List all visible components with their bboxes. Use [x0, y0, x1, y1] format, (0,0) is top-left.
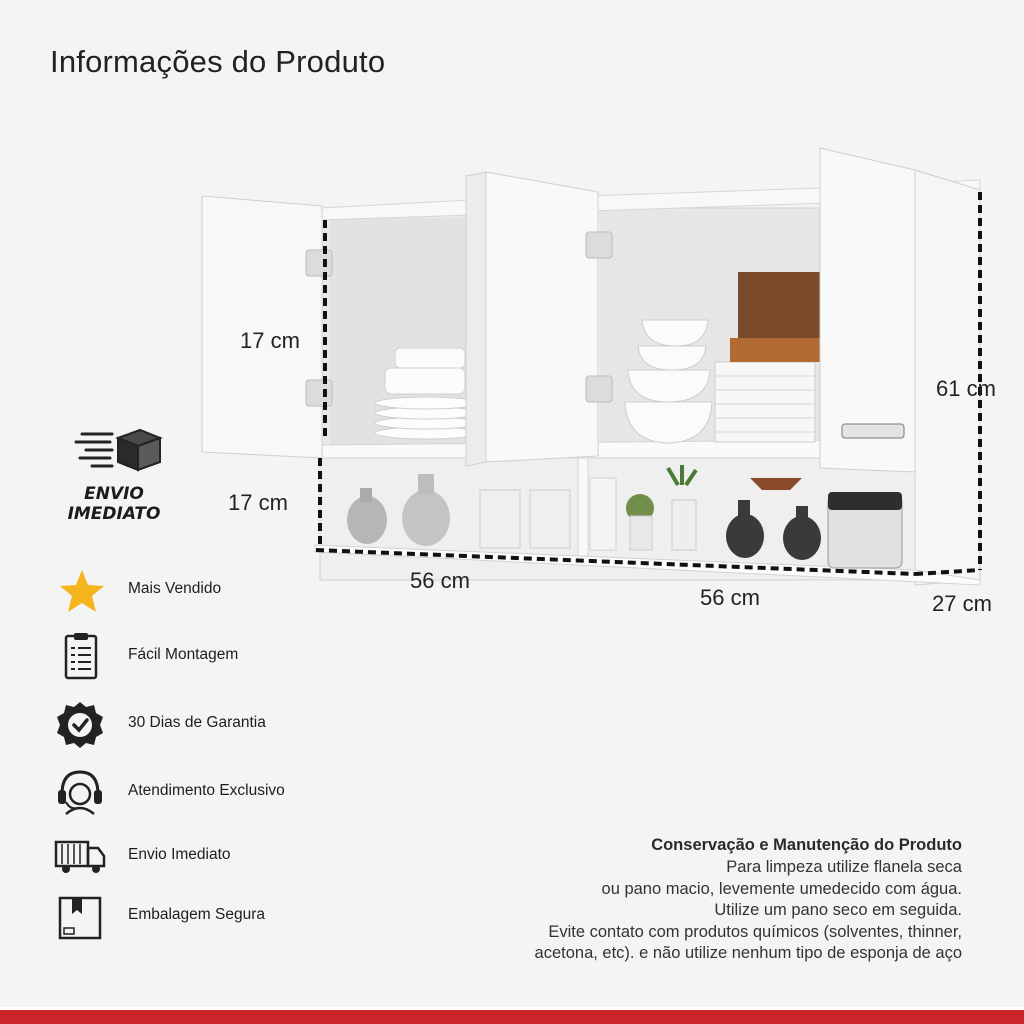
headset-support-icon [52, 768, 108, 818]
feature-garantia [52, 700, 352, 750]
feature-atendimento [52, 768, 352, 818]
footer-bar [0, 1010, 1024, 1024]
warranty-badge-icon [52, 700, 108, 750]
star-icon [52, 566, 108, 616]
feature-label: Fácil Montagem [128, 646, 239, 663]
page-title: Informações do Produto [50, 44, 386, 79]
feature-facil-montagem [52, 632, 352, 682]
care-line: ou pano macio, levemente umedecido com água. [601, 879, 962, 898]
care-line: Evite contato com produtos químicos (solventes, thinner, [548, 922, 962, 941]
cabinet-illustration [190, 140, 990, 600]
envio-imediato-badge [52, 424, 182, 534]
care-line: Utilize um pano seco em seguida. [714, 901, 962, 919]
feature-label: Mais Vendido [128, 580, 222, 597]
package-box-icon [52, 892, 108, 942]
care-instructions [535, 836, 962, 965]
dimension-lower-shelf-height: 17 cm [228, 490, 288, 515]
dimension-depth: 27 cm [932, 591, 992, 616]
dimension-right-width: 56 cm [700, 585, 760, 610]
feature-label: Atendimento Exclusivo [128, 782, 285, 799]
badge-line-1: ENVIO [84, 484, 144, 504]
dimension-total-height: 61 cm [936, 376, 996, 401]
feature-embalagem [52, 892, 352, 942]
care-line: Para limpeza utilize flanela seca [726, 858, 962, 876]
badge-line-2: IMEDIATO [67, 504, 161, 524]
dimension-left-width: 56 cm [410, 568, 470, 593]
delivery-truck-icon [52, 832, 108, 882]
feature-label: Embalagem Segura [128, 906, 265, 923]
care-title: Conservação e Manutenção do Produto [651, 836, 962, 854]
feature-mais-vendido [52, 566, 352, 616]
feature-label: 30 Dias de Garantia [128, 714, 266, 731]
delivery-box-icon [52, 424, 176, 480]
feature-label: Envio Imediato [128, 846, 231, 863]
clipboard-checklist-icon [52, 632, 108, 682]
dimension-upper-shelf-height: 17 cm [240, 328, 300, 353]
feature-envio-imediato [52, 832, 352, 882]
care-line: acetona, etc). e não utilize nenhum tipo de esponja de aço [534, 944, 962, 962]
